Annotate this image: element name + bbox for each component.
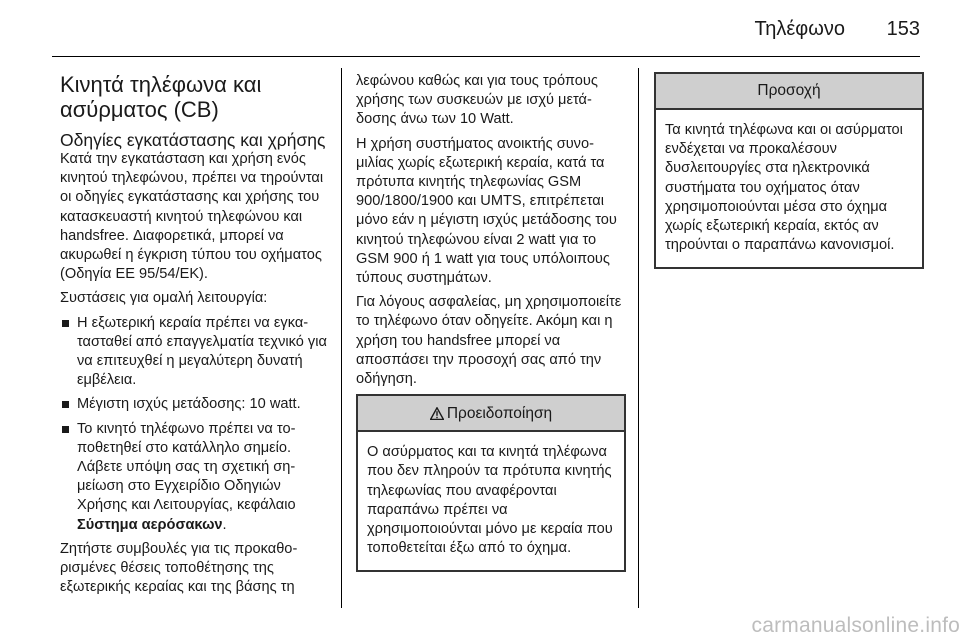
subsection-title: Οδηγίες εγκατάστασης και χρήσης: [60, 130, 326, 150]
bullet-square-icon: [62, 426, 69, 433]
warning-body: Ο ασύρματος και τα κινητά τηλέφωνα που δεν πληρούν τα πρότυπα κινητής τηλεφωνίας που αναφέρονται παραπάνω πρέπει να χρησιμοποιούνται μόνο με κεραία που τοποθετείται έξω από το όχημα.: [367, 444, 613, 557]
closing-paragraph: Ζητήστε συμβουλές για τις προκαθορισμένες θέσεις τοποθέτησης της εξωτερικής κεραίας και της βάσης τη: [60, 540, 298, 596]
warning-triangle-icon: [430, 407, 444, 420]
bullet-text: Το κινητό τηλέφωνο πρέπει να τοποθετηθεί στο κατάλληλο σημείο. Λάβετε υπόψη σας τη σχετική σημείωση στο Εγχειρίδιο Οδηγιών Χρήσης και Λειτουργίας, κεφάλαιο: [77, 420, 296, 514]
header-rule: [52, 56, 920, 57]
bullet-square-icon: [62, 320, 69, 327]
safety-paragraph: Για λόγους ασφαλείας, μη χρησιμοποιείτε το τηλέφωνο όταν οδηγείτε. Ακόμη και η χρήση του handsfree μπορεί να αποσπάσει την προσοχή σας από την οδήγηση.: [356, 294, 622, 388]
list-item: [60, 314, 328, 391]
warning-box: [356, 394, 626, 572]
airbag-chapter-reference: Σύστημα αερόσακων: [77, 516, 223, 533]
bullet-text: Η εξωτερική κεραία πρέπει να εγκατασταθεί από επαγγελματία τεχνικό για να επιτευχθεί η μεγαλύτερη δυνατή εμβέλεια.: [77, 314, 327, 389]
caution-title: Προσοχή: [757, 82, 821, 100]
warning-box-header: [358, 396, 624, 432]
watermark: carmanualsonline.info: [751, 614, 960, 637]
page-number: 153: [886, 18, 920, 40]
column-divider-2: [638, 68, 639, 608]
bullet-end: .: [222, 516, 227, 533]
recommendations-label: Συστάσεις για ομαλή λειτουργία:: [60, 290, 268, 307]
bullet-text: Μέγιστη ισχύς μετάδοσης: 10 watt.: [77, 396, 301, 413]
header-title: Τηλέφωνο: [754, 18, 845, 40]
warning-title: Προειδοποίηση: [446, 404, 553, 422]
caution-box-header: [656, 74, 922, 110]
column-divider-1: [341, 68, 342, 608]
column-3: [654, 72, 924, 269]
bullet-square-icon: [62, 401, 69, 408]
intro-paragraph: Κατά την εγκατάσταση και χρήση ενός κινητού τηλεφώνου, πρέπει να τηρούνται οι οδηγίες εγκατάστασης και χρήσης του κατασκευαστή κινητού τηλεφώνου και handsfree. Διαφορετικά, μπορεί να ακυρωθεί η έγκριση τύπου του οχήματος (Οδηγία ΕΕ 95/54/ΕΚ).: [60, 151, 324, 283]
recommendations-list: [60, 314, 328, 535]
handsfree-paragraph: Η χρήση συστήματος ανοικτής συνομιλίας χωρίς εξωτερική κεραία, κατά τα πρότυπα κινητής τηλεφωνίας GSM 900/1800/1900 και UMTS, επιτρέπεται μόνο εάν η μέγιστη ισχύς μετάδοσης του κινητού τηλεφώνου είναι 2 watt για το GSM 900 ή 1 watt για τους υπόλοιπους τύπους συστημάτων.: [356, 135, 617, 287]
caution-body: Τα κινητά τηλέφωνα και οι ασύρματοι ενδέχεται να προκαλέσουν δυσλειτουργίες στα ηλεκτρονικά συστήματα του οχήματος όταν χρησιμοποιούνται μέσα στο όχημα χωρίς εξωτερική κεραία, εκτός αν τηρούνται ο παραπάνω κανονισμοί.: [665, 122, 903, 254]
list-item: [60, 420, 328, 535]
continued-paragraph: λεφώνου καθώς και για τους τρόπους χρήσης των συσκευών με ισχύ μετάδοσης άνω των 10 Watt.: [356, 73, 598, 128]
page-header: [0, 0, 960, 58]
section-title: Κινητά τηλέφωνα και ασύρματος (CB): [60, 72, 262, 122]
column-2: [356, 72, 626, 572]
list-item: [60, 395, 328, 414]
caution-box: [654, 72, 924, 269]
column-1: [60, 72, 328, 602]
